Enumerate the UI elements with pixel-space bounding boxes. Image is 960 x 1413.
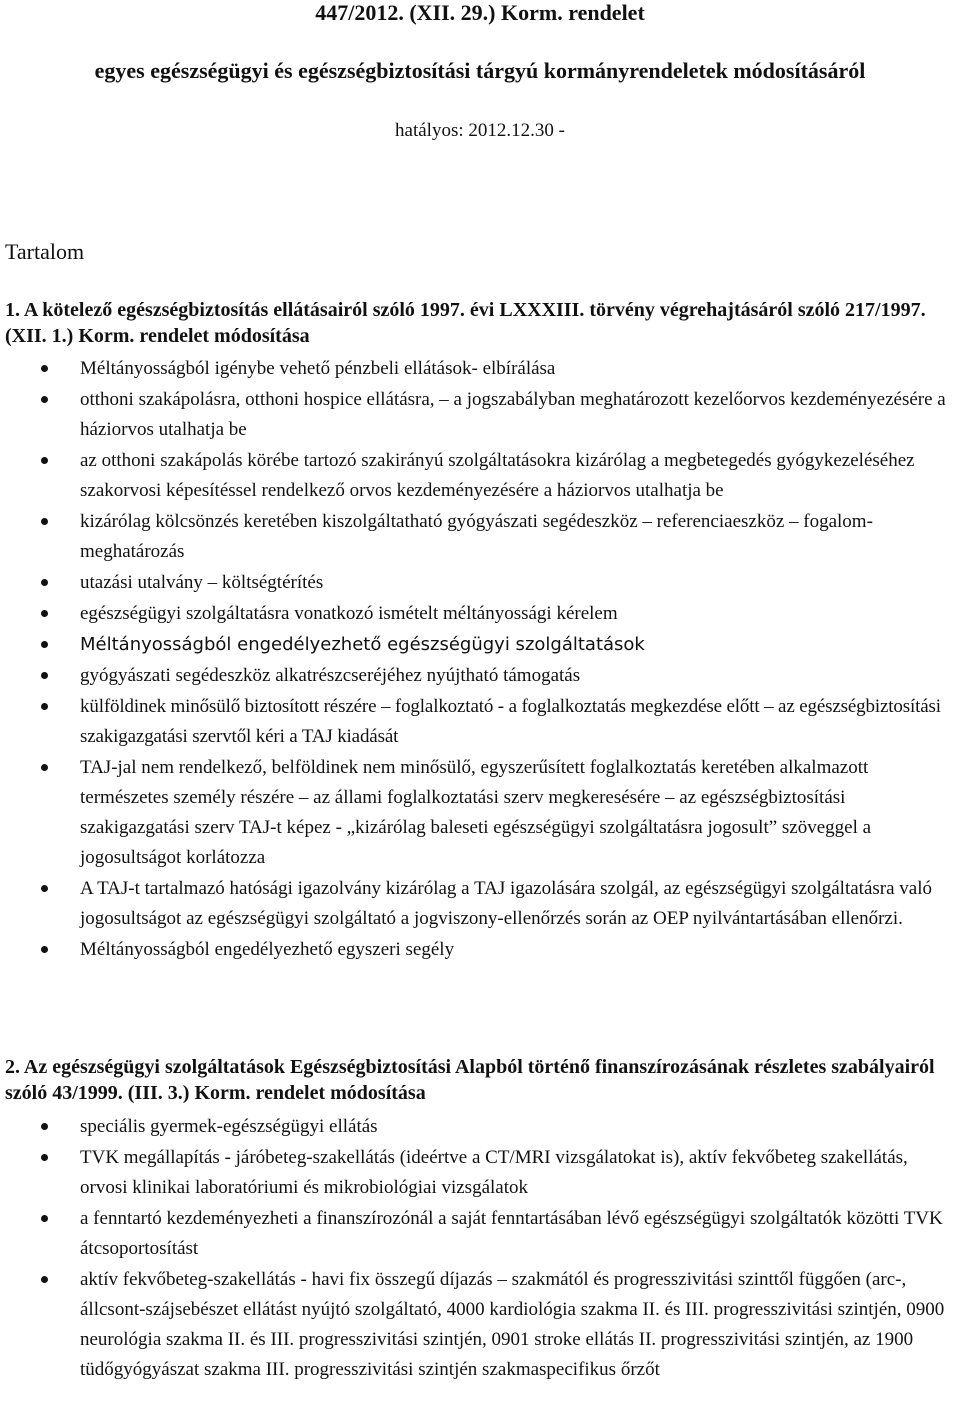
list-item-text: TAJ-jal nem rendelkező, belföldinek nem minősülő, egyszerűsített foglalkoztatás keretében alkalmazott természetes személy részére – az állami foglalkoztatási szerv megkeresésére – az egészségbiztosítási szakigazgatási szerv TAJ-t képez - „kizárólag baleseti egészségügyi szolgáltatásra jogosult” szöveggel a jogosultságot korlátozza bbox=[80, 757, 872, 868]
list-item-text: az otthoni szakápolás körébe tartozó szakirányú szolgáltatásokra kizárólag a megbetegedés gyógykezeléséhez szakorvosi képesítéssel rendelkező orvos kezdeményezésére a háziorvos utalhatja be bbox=[80, 450, 915, 501]
list-item-text: egészségügyi szolgáltatásra vonatkozó ismételt méltányossági kérelem bbox=[80, 603, 618, 624]
list-item-text: TVK megállapítás - járóbeteg-szakellátás (ideértve a CT/MRI vizsgálatokat is), aktív fekvőbeteg szakellátás, orvosi klinikai laboratóriumi és mikrobiológiai vizsgálatok bbox=[80, 1147, 908, 1198]
list-item-text: aktív fekvőbeteg-szakellátás - havi fix összegű díjazás – szakmától és progresszivitási szinttől függően (arc-, állcsont-szájsebészet ellátást nyújtó szolgáltató, 4000 kardiológia szakma II. és III. progresszivitási szintjén, 0900 neurológia szakma II. és III. progresszivitási szintjén, 0901 stroke ellátás II. progresszivitási szintjén, az 1900 tüdőgyógyászat szakma III. progresszivitási szintjén szakmaspecifikus őrzőt bbox=[80, 1269, 945, 1380]
list-item bbox=[0, 753, 960, 873]
document-title: 447/2012. (XII. 29.) Korm. rendelet bbox=[315, 0, 645, 25]
bullet-icon bbox=[41, 579, 48, 586]
document-subtitle: egyes egészségügyi és egészségbiztosítási tárgyú kormányrendeletek módosításáról bbox=[94, 58, 866, 83]
list-item bbox=[0, 446, 960, 506]
list-item-text: Méltányosságból engedélyezhető egyszeri segély bbox=[80, 939, 455, 960]
bullet-icon bbox=[41, 764, 48, 771]
list-item-text: speciális gyermek-egészségügyi ellátás bbox=[80, 1116, 378, 1137]
list-item-text: Méltányosságból igénybe vehető pénzbeli ellátások- elbírálása bbox=[80, 358, 556, 379]
list-item bbox=[0, 354, 960, 384]
bullet-icon bbox=[41, 1154, 48, 1161]
list-item bbox=[0, 692, 960, 752]
list-item-text: otthoni szakápolásra, otthoni hospice ellátásra, – a jogszabályban meghatározott kezelőorvos kezdeményezésére a háziorvos utalhatja be bbox=[80, 389, 946, 440]
bullet-icon bbox=[41, 1215, 48, 1222]
list-item-text: a fenntartó kezdeményezheti a finanszírozónál a saját fenntartásában lévő egészségügyi szolgáltatók közötti TVK átcsoportosítást bbox=[80, 1208, 943, 1259]
list-item bbox=[0, 1112, 960, 1142]
toc-heading: Tartalom bbox=[5, 239, 85, 264]
bullet-icon bbox=[41, 946, 48, 953]
bullet-icon bbox=[41, 518, 48, 525]
bullet-icon bbox=[41, 885, 48, 892]
list-item bbox=[0, 630, 960, 660]
list-item bbox=[0, 1265, 960, 1385]
list-item-text: A TAJ-t tartalmazó hatósági igazolvány kizárólag a TAJ igazolására szolgál, az egészségügyi szolgáltatásra való jogosultságot az egészségügyi szolgáltató a jogviszony-ellenőrzés során az OEP nyilvántartásában ellenőrzi. bbox=[80, 878, 932, 929]
list-item bbox=[0, 661, 960, 691]
section-1-title: 1. A kötelező egészségbiztosítás ellátásairól szóló 1997. évi LXXXIII. törvény végrehajtásáról szóló 217/1997. (XII. 1.) Korm. rendelet módosítása bbox=[5, 299, 926, 347]
effective-date: hatályos: 2012.12.30 - bbox=[395, 120, 565, 141]
section-1-list bbox=[0, 354, 960, 966]
list-item bbox=[0, 385, 960, 445]
list-item bbox=[0, 1143, 960, 1203]
list-item-text: kizárólag kölcsönzés keretében kiszolgáltatható gyógyászati segédeszköz – referenciaeszköz – fogalom-meghatározás bbox=[80, 511, 873, 562]
bullet-icon bbox=[41, 396, 48, 403]
bullet-icon bbox=[41, 672, 48, 679]
list-item-text: Méltányosságból engedélyezhető egészségügyi szolgáltatások bbox=[80, 634, 645, 655]
list-item bbox=[0, 507, 960, 567]
list-item-text: külföldinek minősülő biztosított részére – foglalkoztató - a foglalkoztatás megkezdése előtt – az egészségbiztosítási szakigazgatási szervtől kéri a TAJ kiadását bbox=[80, 696, 941, 747]
bullet-icon bbox=[41, 365, 48, 372]
section-2-title: 2. Az egészségügyi szolgáltatások Egészségbiztosítási Alapból történő finanszírozásának részletes szabályairól szóló 43/1999. (III. 3.) Korm. rendelet módosítása bbox=[5, 1056, 935, 1104]
list-item bbox=[0, 874, 960, 934]
list-item bbox=[0, 1204, 960, 1264]
list-item-text: gyógyászati segédeszköz alkatrészcseréjéhez nyújtható támogatás bbox=[80, 665, 581, 686]
bullet-icon bbox=[41, 457, 48, 464]
list-item bbox=[0, 599, 960, 629]
bullet-icon bbox=[41, 703, 48, 710]
bullet-icon bbox=[41, 1276, 48, 1283]
bullet-icon bbox=[41, 1123, 48, 1130]
bullet-icon bbox=[41, 610, 48, 617]
section-2-list bbox=[0, 1112, 960, 1386]
list-item-text: utazási utalvány – költségtérítés bbox=[80, 572, 324, 593]
list-item bbox=[0, 568, 960, 598]
bullet-icon bbox=[41, 641, 48, 648]
list-item bbox=[0, 935, 960, 965]
